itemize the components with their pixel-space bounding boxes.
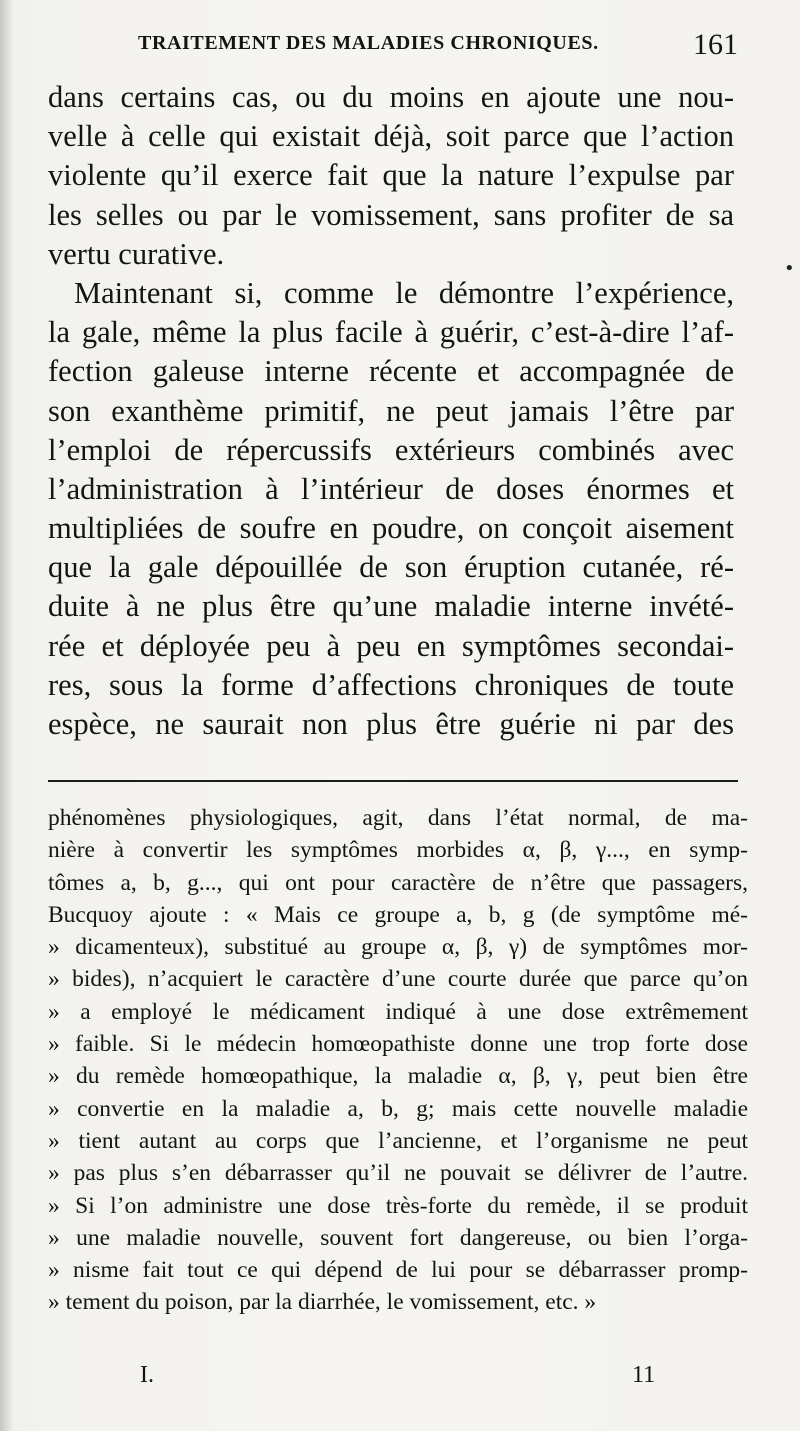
body-line: les selles ou par le vomissement, sans profiter de sa bbox=[48, 197, 734, 232]
printer-signature-sheet: 11 bbox=[632, 1362, 656, 1388]
body-line: son exanthème primitif, ne peut jamais l’être par bbox=[48, 393, 734, 428]
footnote-line: » tement du poison, par la diarrhée, le vomissement, etc. » bbox=[48, 1289, 597, 1316]
body-line: l’administration à l’intérieur de doses énormes et bbox=[48, 471, 734, 506]
body-line: que la gale dépouillée de son éruption cutanée, ré- bbox=[48, 550, 734, 585]
footnote-line: tômes a, b, g..., qui ont pour caractère de n’être que passagers, bbox=[48, 869, 748, 896]
body-line: Maintenant si, comme le démontre l’expérience, bbox=[74, 275, 734, 310]
margin-dot-mark: • bbox=[784, 258, 795, 279]
body-line: la gale, même la plus facile à guérir, c’est-à-dire l’af- bbox=[48, 315, 734, 350]
footnote-line: » a employé le médicament indiqué à une dose extrêmement bbox=[48, 998, 748, 1025]
body-line: multipliées de soufre en poudre, on conçoit aisement bbox=[48, 511, 734, 546]
body-line: violente qu’il exerce fait que la nature l’expulse par bbox=[48, 158, 734, 193]
body-line: duite à ne plus être qu’une maladie interne invété- bbox=[48, 589, 734, 624]
footnote-separator-rule bbox=[48, 780, 738, 782]
page-gutter-shadow bbox=[0, 0, 14, 1431]
footnote-line: » dicamenteux), substitué au groupe α, β, γ) de symptômes mor- bbox=[48, 934, 748, 961]
printer-signature-volume: I. bbox=[140, 1362, 154, 1388]
body-line: res, sous la forme d’affections chroniques de toute bbox=[48, 667, 734, 702]
footnote-line: » une maladie nouvelle, souvent fort dangereuse, ou bien l’orga- bbox=[48, 1224, 748, 1251]
body-line: l’emploi de répercussifs extérieurs combinés avec bbox=[48, 432, 734, 467]
body-line: vertu curative. bbox=[48, 236, 225, 271]
footnote-line: » convertie en la maladie a, b, g; mais cette nouvelle maladie bbox=[48, 1095, 748, 1122]
footnote-line: » pas plus s’en débarrasser qu’il ne pouvait se délivrer de l’autre. bbox=[48, 1160, 748, 1187]
body-line: fection galeuse interne récente et accompagnée de bbox=[48, 354, 734, 389]
main-body-text bbox=[48, 78, 734, 744]
body-line: dans certains cas, ou du moins en ajoute une nou- bbox=[48, 80, 734, 114]
footnote-line: phénomènes physiologiques, agit, dans l’état normal, de ma- bbox=[48, 805, 748, 831]
footnote-line: Bucquoy ajoute : « Mais ce groupe a, b, g (de symptôme mé- bbox=[48, 901, 748, 928]
body-line: rée et déployée peu à peu en symptômes secondai- bbox=[48, 628, 734, 663]
running-title: TRAITEMENT DES MALADIES CHRONIQUES. bbox=[138, 32, 599, 54]
footnote-line: » du remède homœopathique, la maladie α, β, γ, peut bien être bbox=[48, 1063, 748, 1090]
footnote-line: » bides), n’acquiert le caractère d’une courte durée que parce qu’on bbox=[48, 966, 748, 993]
body-line: velle à celle qui existait déjà, soit parce que l’action bbox=[48, 119, 734, 154]
footnote-line: » Si l’on administre une dose très-forte du remède, il se produit bbox=[48, 1192, 748, 1219]
footnote-line: nière à convertir les symptômes morbides α, β, γ..., en symp- bbox=[48, 837, 748, 864]
footnote-line: » tient autant au corps que l’ancienne, et l’organisme ne peut bbox=[48, 1127, 748, 1154]
footnote-text bbox=[48, 802, 748, 1319]
footnote-line: » nisme fait tout ce qui dépend de lui pour se débarrasser promp- bbox=[48, 1257, 748, 1284]
footnote-line: » faible. Si le médecin homœopathiste donne une trop forte dose bbox=[48, 1031, 748, 1058]
body-line: espèce, ne saurait non plus être guérie ni par des bbox=[48, 707, 734, 741]
running-header bbox=[138, 28, 738, 62]
page-number: 161 bbox=[693, 28, 738, 61]
